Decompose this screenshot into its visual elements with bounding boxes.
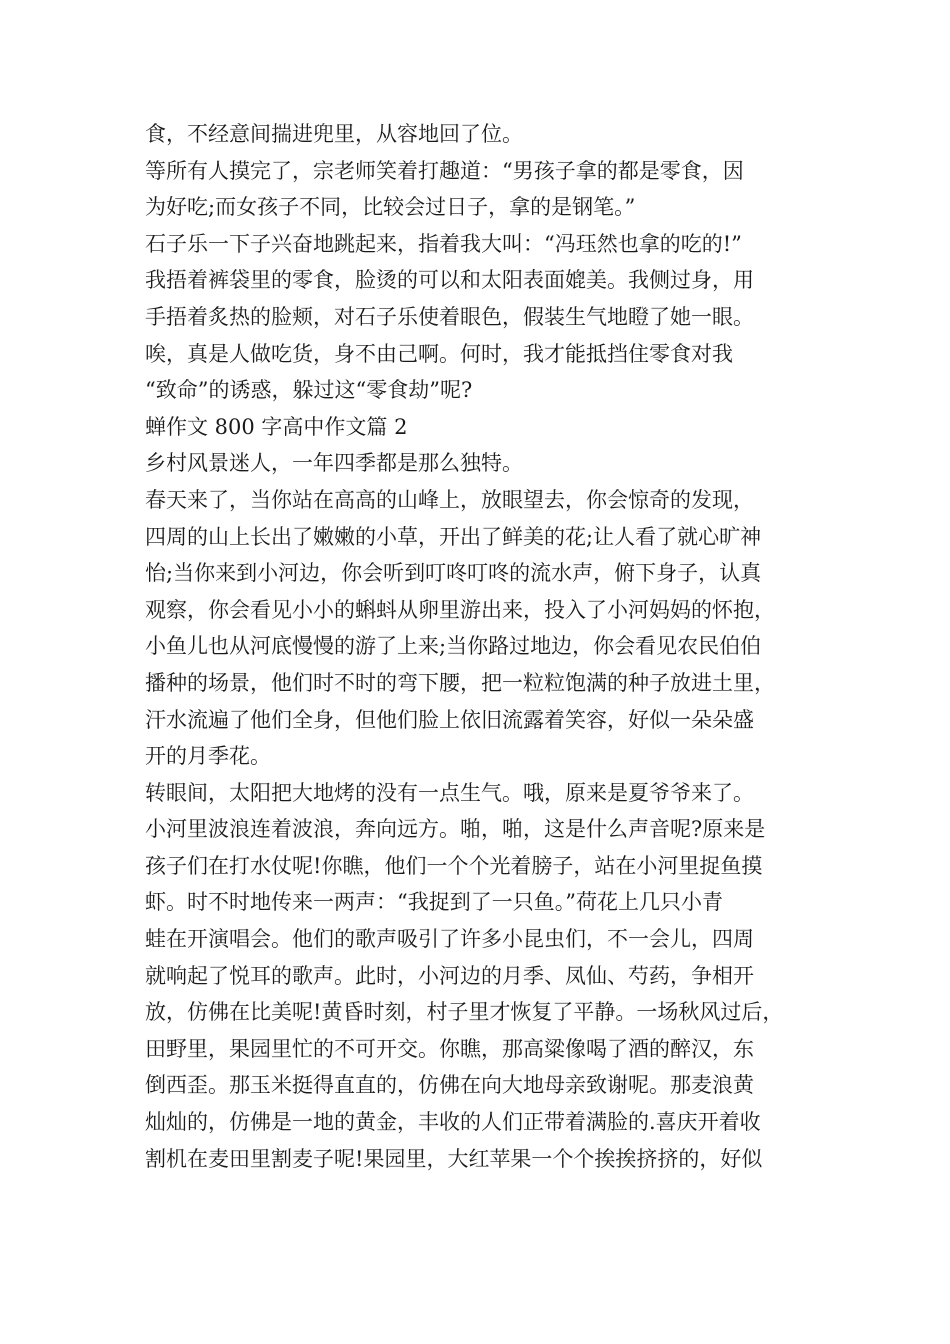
text-line: 转眼间，太阳把大地烤的没有一点生气。哦，原来是夏爷爷来了。	[145, 780, 754, 805]
text-line: 乡村风景迷人，一年四季都是那么独特。	[145, 451, 523, 476]
text-line: 割机在麦田里割麦子呢!果园里，大红苹果一个个挨挨挤挤的，好似	[145, 1146, 763, 1171]
text-line: 春天来了，当你站在高高的山峰上，放眼望去，你会惊奇的发现，	[145, 487, 754, 512]
text-line: 食，不经意间揣进兜里，从容地回了位。	[145, 122, 523, 146]
text-line: 观察，你会看见小小的蝌蚪从卵里游出来，投入了小河妈妈的怀抱，	[145, 597, 775, 622]
text-line: 虾。时不时地传来一两声：“我捉到了一只鱼。”荷花上几只小青	[145, 890, 723, 915]
text-line: 四周的山上长出了嫩嫩的小草，开出了鲜美的花;让人看了就心旷神	[145, 524, 762, 549]
text-line: 播种的场景，他们时不时的弯下腰，把一粒粒饱满的种子放进土里，	[145, 670, 775, 695]
text-line: 手捂着炙热的脸颊，对石子乐使着眼色，假装生气地瞪了她一眼。	[145, 304, 754, 329]
text-line: 等所有人摸完了，宗老师笑着打趣道：“男孩子拿的都是零食，因	[145, 158, 744, 183]
text-line: 唉，真是人做吃货，身不由己啊。何时，我才能抵挡住零食对我	[145, 341, 733, 366]
text-line: 孩子们在打水仗呢!你瞧，他们一个个光着膀子，站在小河里捉鱼摸	[145, 853, 763, 878]
text-line: 就响起了悦耳的歌声。此时，小河边的月季、凤仙、芍药，争相开	[145, 963, 754, 988]
text-line: 我捂着裤袋里的零食，脸烫的可以和太阳表面媲美。我侧过身，用	[145, 268, 754, 293]
text-line: 石子乐一下子兴奋地跳起来，指着我大叫：“冯珏然也拿的吃的!”	[145, 231, 742, 256]
text-line: 小鱼儿也从河底慢慢的游了上来;当你路过地边，你会看见农民伯伯	[145, 634, 762, 659]
text-line: 开的月季花。	[145, 744, 271, 769]
text-line: 放，仿佛在比美呢!黄昏时刻，村子里才恢复了平静。一场秋风过后，	[145, 1000, 784, 1025]
text-line: 怡;当你来到小河边，你会听到叮咚叮咚的流水声，俯下身子，认真	[145, 561, 762, 586]
text-line: 为好吃;而女孩子不同，比较会过日子，拿的是钢笔。”	[145, 195, 636, 220]
text-line: 田野里，果园里忙的不可开交。你瞧，那高粱像喝了酒的醉汉，东	[145, 1036, 754, 1061]
text-line: 汗水流遍了他们全身，但他们脸上依旧流露着笑容，好似一朵朵盛	[145, 707, 754, 732]
section-heading: 蝉作文 800 字高中作文篇 2	[145, 414, 408, 439]
text-line: 灿灿的，仿佛是一地的黄金，丰收的人们正带着满脸的.喜庆开着收	[145, 1110, 761, 1135]
article-body	[145, 116, 845, 1177]
text-line: 小河里波浪连着波浪，奔向远方。啪，啪，这是什么声音呢?原来是	[145, 817, 766, 842]
text-line: 倒西歪。那玉米挺得直直的，仿佛在向大地母亲致谢呢。那麦浪黄	[145, 1073, 754, 1098]
text-line: 蛙在开演唱会。他们的歌声吸引了许多小昆虫们，不一会儿，四周	[145, 927, 754, 952]
text-line: “致命”的诱惑，躲过这“零食劫”呢?	[145, 378, 473, 403]
